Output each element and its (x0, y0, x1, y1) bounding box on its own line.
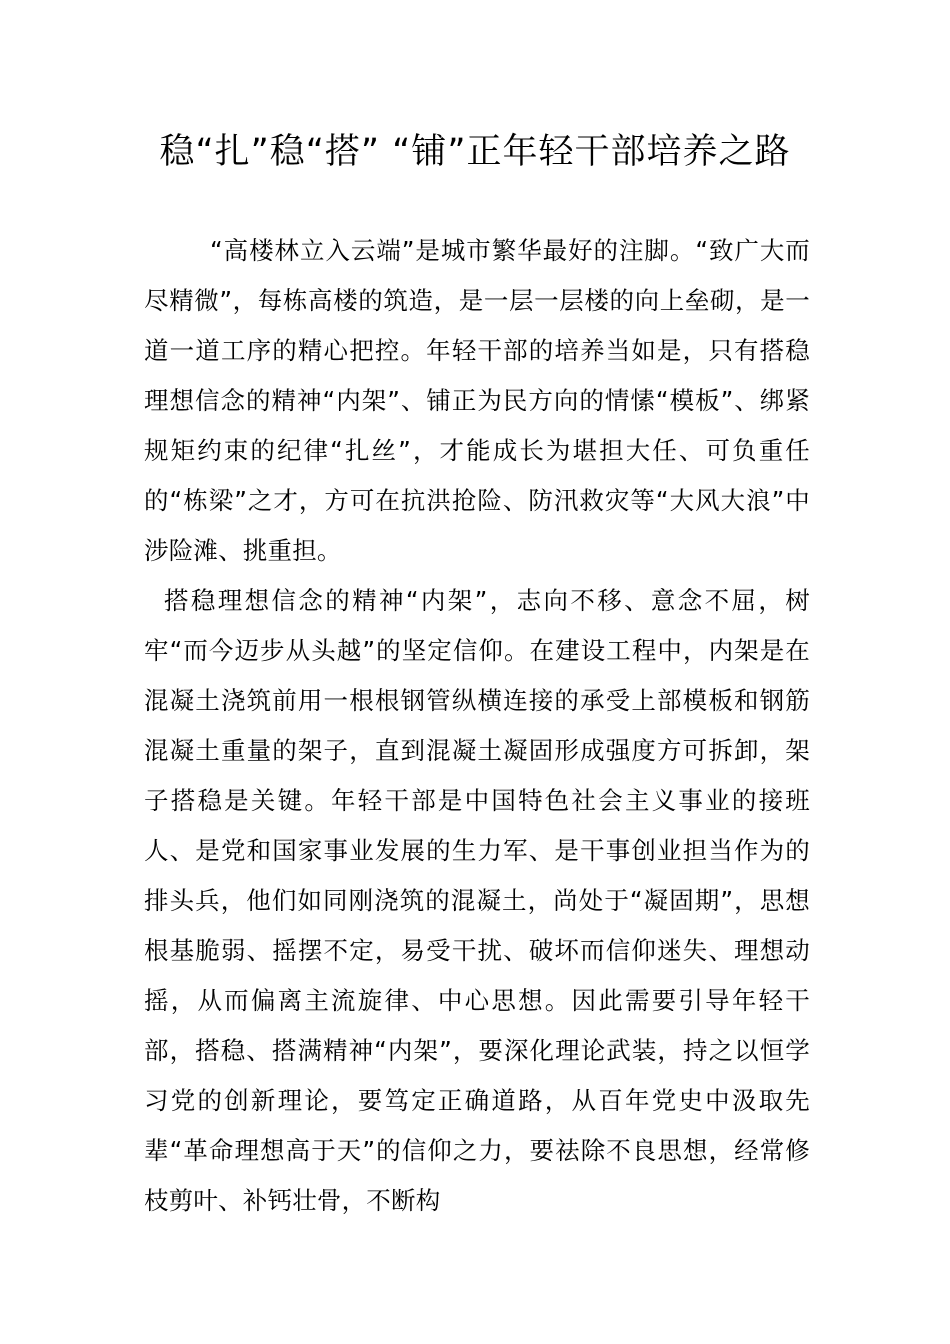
paragraph-intro: “高楼林立入云端”是城市繁华最好的注脚。“致广大而尽精微”，每栋高楼的筑造，是一层一层楼的向上垒砌，是一道一道工序的精心把控。年轻干部的培养当如是，只有搭稳理想信念的精神“内架”、铺正为民方向的情愫“模板”、绑紧规矩约束的纪律“扎丝”，才能成长为堪担大任、可负重任的“栋梁”之才，方可在抗洪抢险、防汛救灾等“大风大浪”中涉险滩、挑重担。 (144, 236, 810, 565)
document-body (144, 226, 810, 1226)
paragraph-inner-frame: 搭稳理想信念的精神“内架”，志向不移、意念不屈，树牢“而今迈步从头越”的坚定信仰。在建设工程中，内架是在混凝土浇筑前用一根根钢管纵横连接的承受上部模板和钢筋混凝土重量的架子，直到混凝土凝固形成强度方可拆卸，架子搭稳是关键。年轻干部是中国特色社会主义事业的接班人、是党和国家事业发展的生力军、是干事创业担当作为的排头兵，他们如同刚浇筑的混凝土，尚处于“凝固期”，思想根基脆弱、摇摆不定，易受干扰、破坏而信仰迷失、理想动摇，从而偏离主流旋律、中心思想。因此需要引导年轻干部，搭稳、搭满精神“内架”，要深化理论武装，持之以恒学习党的创新理论，要笃定正确道路，从百年党史中汲取先辈“革命理想高于天”的信仰之力，要祛除不良思想，经常修枝剪叶、补钙壮骨，不断构 (144, 586, 810, 1215)
document-title: 稳“扎”稳“搭” “铺”正年轻干部培养之路 (159, 132, 791, 172)
